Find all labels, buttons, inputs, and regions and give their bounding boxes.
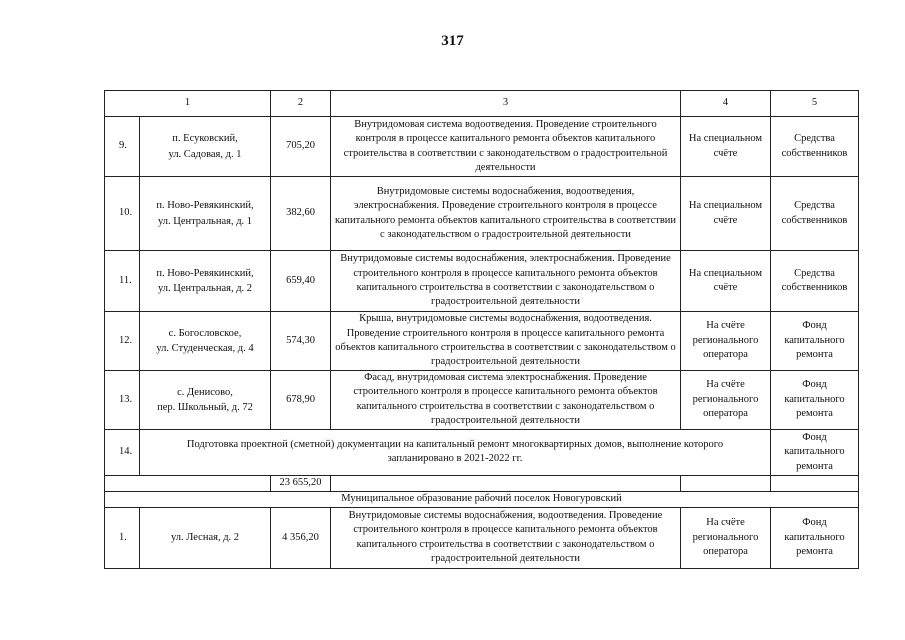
account-cell: На специальном счёте xyxy=(681,117,771,177)
total-empty-cell xyxy=(681,475,771,491)
municipality-heading: Муниципальное образование рабочий поселок Новогуровский xyxy=(105,491,859,507)
table-row xyxy=(105,251,859,312)
design-docs-cell: Подготовка проектной (сметной) документации на капитальный ремонт многоквартирных домов, выполнение которого запланировано в 2021-2022 гг. xyxy=(140,429,771,475)
account-cell: На счёте регионального оператора xyxy=(681,371,771,430)
row-number: 14. xyxy=(105,429,140,475)
address-cell: с. Богословское, ул. Студенческая, д. 4 xyxy=(140,312,271,371)
repair-plan-table xyxy=(104,90,859,569)
row-number: 10. xyxy=(105,177,140,251)
works-cell: Крыша, внутридомовые системы водоснабжения, водоотведения. Проведение строительного контроля в процессе капитального ремонта объектов капитального строительства в соответствии с законодательством о градостроительной деятельности xyxy=(331,312,681,371)
total-empty-cell xyxy=(331,475,681,491)
total-cost-cell: 23 655,20 xyxy=(271,475,331,491)
source-cell: Фонд капитального ремонта xyxy=(771,312,859,371)
works-cell: Внутридомовые системы водоснабжения, водоотведения. Проведение строительного контроля в процессе капитального ремонта объектов капитального строительства в соответствии с законодательством о градостроительной деятельности xyxy=(331,507,681,568)
cost-cell: 659,40 xyxy=(271,251,331,312)
account-cell: На счёте регионального оператора xyxy=(681,507,771,568)
table-row xyxy=(105,117,859,177)
row-number: 13. xyxy=(105,371,140,430)
source-cell: Фонд капитального ремонта xyxy=(771,507,859,568)
total-row xyxy=(105,475,859,491)
address-cell: п. Есуковский, ул. Садовая, д. 1 xyxy=(140,117,271,177)
table-row xyxy=(105,312,859,371)
total-empty-cell xyxy=(771,475,859,491)
row-number: 11. xyxy=(105,251,140,312)
address-cell: с. Денисово, пер. Школьный, д. 72 xyxy=(140,371,271,430)
table-row xyxy=(105,371,859,430)
source-cell: Фонд капитального ремонта xyxy=(771,371,859,430)
account-cell: На специальном счёте xyxy=(681,177,771,251)
cost-cell: 678,90 xyxy=(271,371,331,430)
table-row xyxy=(105,429,859,475)
source-cell: Средства собственников xyxy=(771,251,859,312)
account-cell: На счёте регионального оператора xyxy=(681,312,771,371)
page-number: 317 xyxy=(441,33,464,49)
cost-cell: 382,60 xyxy=(271,177,331,251)
works-cell: Внутридомовые системы водоснабжения, водоотведения, электроснабжения. Проведение строительного контроля в процессе капитального ремонта объектов капитального строительства в соответствии с законодательством о градостроительной деятельности xyxy=(331,177,681,251)
cost-cell: 574,30 xyxy=(271,312,331,371)
source-cell: Средства собственников xyxy=(771,117,859,177)
address-cell: п. Ново-Ревякинский, ул. Центральная, д. 2 xyxy=(140,251,271,312)
header-col-5: 5 xyxy=(771,91,859,117)
header-col-3: 3 xyxy=(331,91,681,117)
works-cell: Внутридомовые системы водоснабжения, электроснабжения. Проведение строительного контроля в процессе капитального ремонта объектов капитального строительства в соответствии с законодательством о градостроительной деятельности xyxy=(331,251,681,312)
address-cell: п. Ново-Ревякинский, ул. Центральная, д. 1 xyxy=(140,177,271,251)
source-cell: Средства собственников xyxy=(771,177,859,251)
total-empty-cell xyxy=(105,475,271,491)
account-cell: На специальном счёте xyxy=(681,251,771,312)
table-header-row xyxy=(105,91,859,117)
address-cell: ул. Лесная, д. 2 xyxy=(140,507,271,568)
cost-cell: 705,20 xyxy=(271,117,331,177)
header-col-2: 2 xyxy=(271,91,331,117)
works-cell: Внутридомовая система водоотведения. Проведение строительного контроля в процессе капитального ремонта объектов капитального строительства в соответствии с законодательством о градостроительной деятельности xyxy=(331,117,681,177)
cost-cell: 4 356,20 xyxy=(271,507,331,568)
row-number: 1. xyxy=(105,507,140,568)
source-cell: Фонд капитального ремонта xyxy=(771,429,859,475)
table-row xyxy=(105,507,859,568)
row-number: 9. xyxy=(105,117,140,177)
header-col-4: 4 xyxy=(681,91,771,117)
table-row xyxy=(105,177,859,251)
municipality-row xyxy=(105,491,859,507)
header-col-1: 1 xyxy=(105,91,271,117)
works-cell: Фасад, внутридомовая система электроснабжения. Проведение строительного контроля в процессе капитального ремонта объектов капитального строительства в соответствии с законодательством о градостроительной деятельности xyxy=(331,371,681,430)
row-number: 12. xyxy=(105,312,140,371)
